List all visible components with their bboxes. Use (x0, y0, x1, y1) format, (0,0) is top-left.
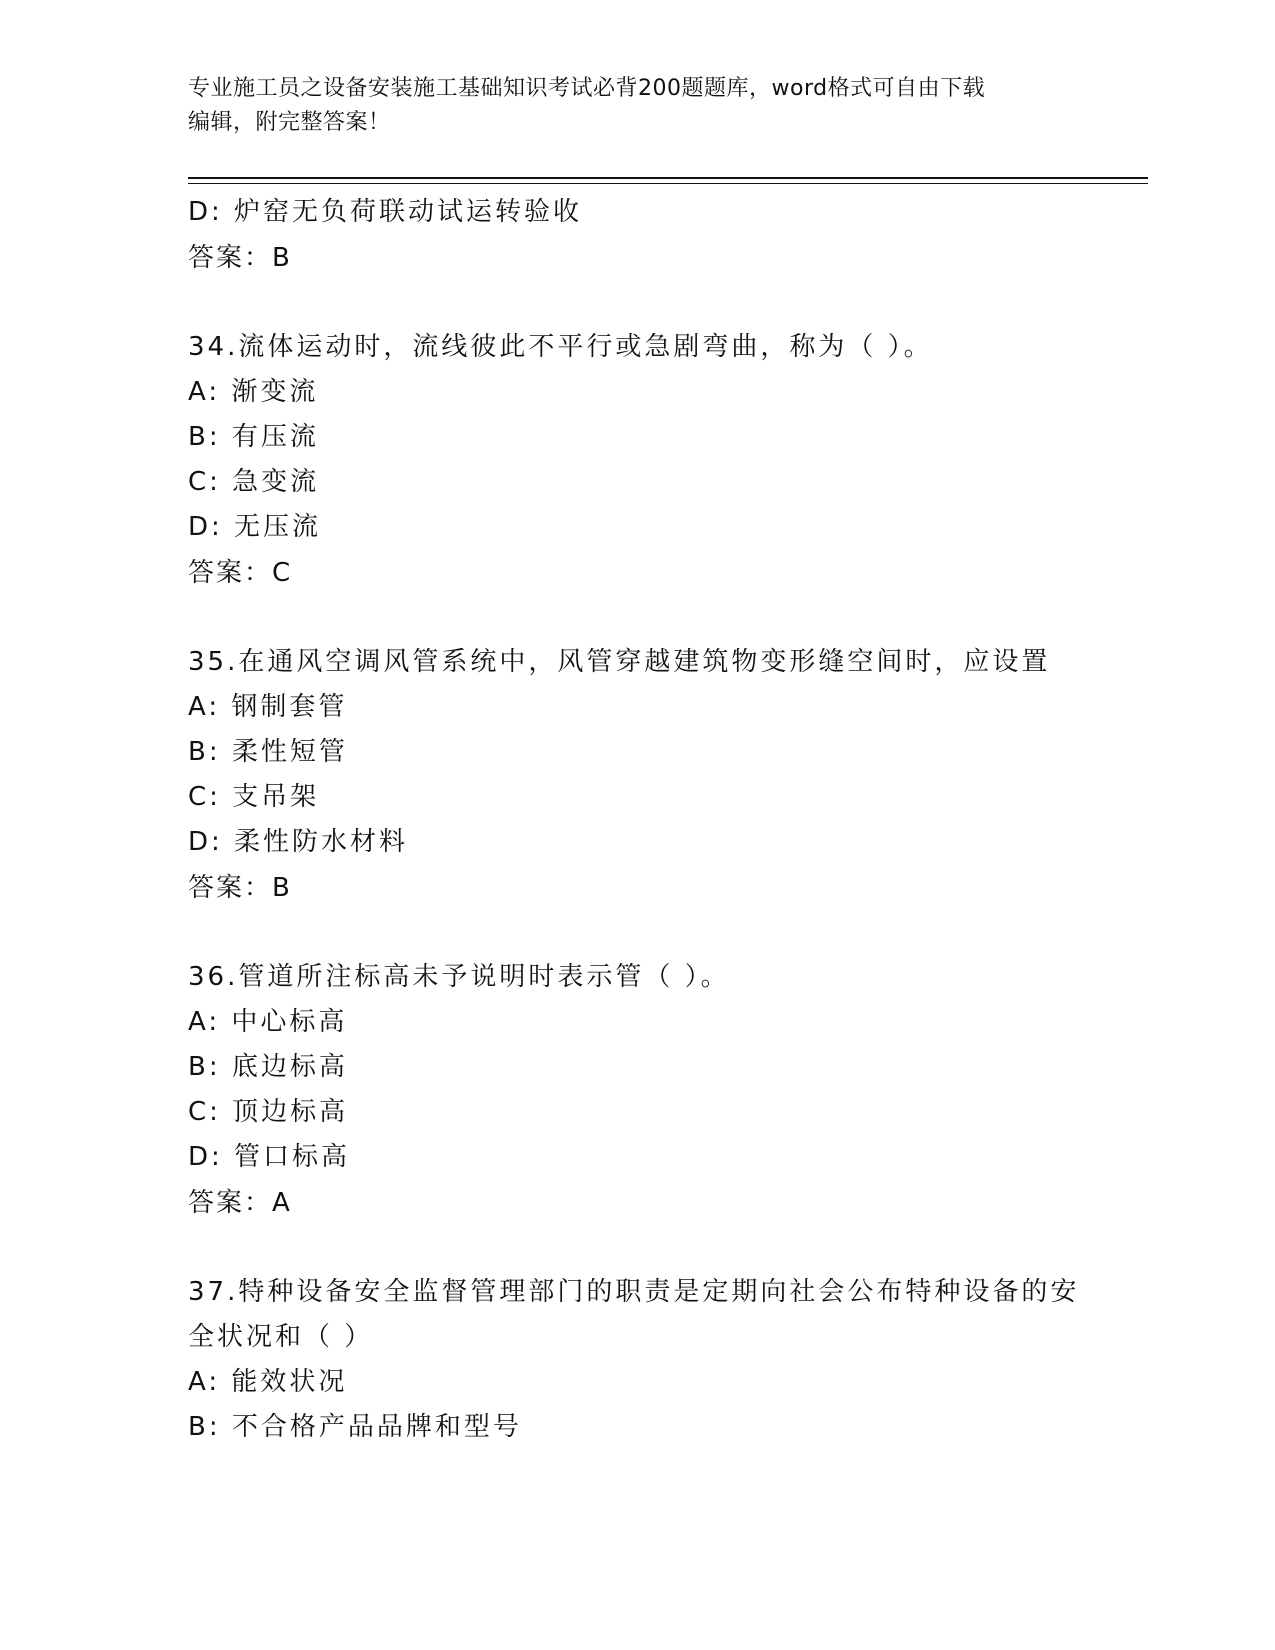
question-34 (188, 325, 1088, 596)
option-b: B: 柔性短管 (188, 737, 348, 767)
option-a: A: 钢制套管 (188, 692, 348, 722)
option-c: C: 急变流 (188, 467, 320, 497)
question-answer: 答案：C (188, 558, 293, 588)
question-spacer (188, 596, 1088, 640)
option-a: A: 渐变流 (188, 377, 319, 407)
header-divider-thin (188, 183, 1148, 184)
question-spacer (188, 1226, 1088, 1270)
question-answer: 答案：B (188, 873, 292, 903)
option-a: A: 能效状况 (188, 1367, 348, 1397)
question-stem-line-1: 37.特种设备安全监督管理部门的职责是定期向社会公布特种设备的安 (188, 1277, 1080, 1307)
question-list (188, 190, 1088, 1450)
question-stem: 36.管道所注标高未予说明时表示管（ ）。 (188, 962, 730, 992)
header-title-line-2: 编辑，附完整答案！ (188, 110, 391, 135)
question-stem: 34.流体运动时，流线彼此不平行或急剧弯曲，称为（ ）。 (188, 332, 933, 362)
header-title-line-1: 专业施工员之设备安装施工基础知识考试必背200题题库，word格式可自由下载 (188, 76, 986, 101)
question-spacer (188, 281, 1088, 325)
prev-question-option-d: D: 炉窑无负荷联动试运转验收 (188, 197, 583, 227)
option-b: B: 有压流 (188, 422, 319, 452)
prev-question-answer: 答案：B (188, 243, 292, 273)
option-b: B: 不合格产品品牌和型号 (188, 1412, 522, 1442)
option-d: D: 柔性防水材料 (188, 827, 409, 857)
question-stem-line-2: 全状况和（ ） (188, 1322, 374, 1352)
question-36 (188, 955, 1088, 1226)
question-answer: 答案：A (188, 1188, 292, 1218)
question-35 (188, 640, 1088, 911)
option-d: D: 管口标高 (188, 1142, 351, 1172)
question-spacer (188, 911, 1088, 955)
option-c: C: 顶边标高 (188, 1097, 349, 1127)
option-d: D: 无压流 (188, 512, 322, 542)
document-header (188, 72, 1088, 140)
header-divider-thick (188, 177, 1148, 179)
question-37 (188, 1270, 1088, 1450)
option-b: B: 底边标高 (188, 1052, 348, 1082)
question-stem: 35.在通风空调风管系统中，风管穿越建筑物变形缝空间时，应设置 (188, 647, 1051, 677)
option-c: C: 支吊架 (188, 782, 320, 812)
option-a: A: 中心标高 (188, 1007, 348, 1037)
